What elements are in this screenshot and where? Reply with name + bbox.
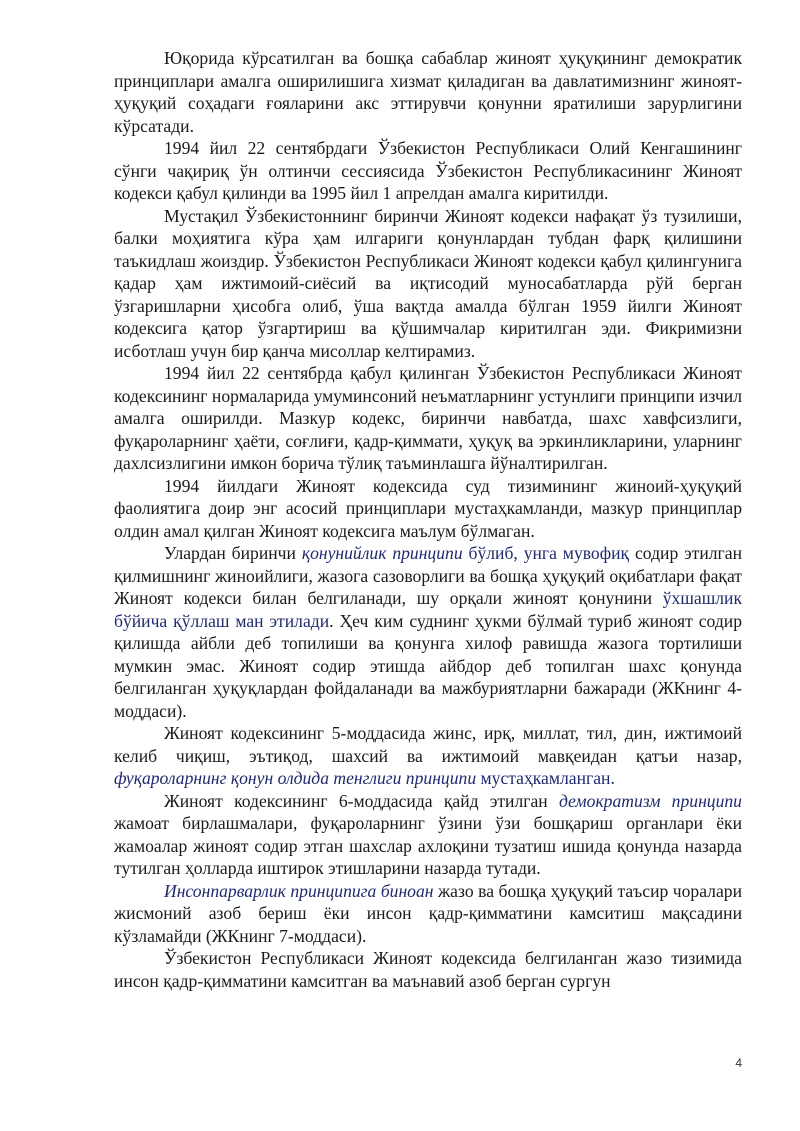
emphasis-equality-principle: фуқароларнинг қонун олдида тенглиги принципи: [114, 768, 477, 788]
highlight-analogy-ban: ўхшашлик бўйича қўллаш ман этилади: [114, 588, 742, 631]
paragraph-4: 1994 йил 22 сентябрда қабул қилинган Ўзбекистон Республикаси Жиноят кодексининг нормаларида умуминсоний неъматларнинг устунлиги принципи изчил амалга оширилди. Мазкур кодекс, биринчи навбатда, шахс хавфсизлиги, фуқароларнинг ҳаёти, соғлиғи, қадр-қиммати, ҳуқуқ ва эркинликларини, уларнинг дахлсизлигини имкон борича тўлиқ таъминлашга йўналтирилган.: [114, 363, 742, 473]
highlight-equality-end: мустаҳкамланган.: [476, 768, 615, 788]
paragraph-8-text-end: жамоат бирлашмалари, фуқароларнинг ўзини ўзи бошқариш органлари ёки жамоалар жиноят содир этган шахслар ахлоқини тузатиш ишида қонунда назарда тутилган ҳолларда иштирок этишларини назарда тутади.: [114, 813, 742, 878]
paragraph-7-text-start: Жиноят кодексининг 5-моддасида жинс, ирқ, миллат, тил, дин, ижтимоий келиб чиқиш, эътиқод, шахсий ва ижтимоий мавқеидан қатъи назар,: [114, 723, 742, 766]
paragraph-6-text-start: Улардан биринчи: [164, 543, 302, 563]
paragraph-2: 1994 йил 22 сентябрдаги Ўзбекистон Республикаси Олий Кенгашининг сўнги чақириқ ўн олтинчи сессиясида Ўзбекистон Республикасининг Жиноят кодекси қабул қилинди ва 1995 йил 1 апрелдан амалга киритилди.: [114, 138, 742, 203]
paragraph-7: [114, 722, 742, 790]
paragraph-6-text-middle: содир этилган қилмишнинг жиноийлиги, жазога сазоворлиги ва бошқа ҳуқуқий оқибатлари фақат Жиноят кодекси билан белгиланади, шу орқали жиноят қонунини: [114, 543, 743, 608]
page-number: 4: [735, 1056, 742, 1070]
paragraph-8: [114, 790, 742, 880]
paragraph-3: Мустақил Ўзбекистоннинг биринчи Жиноят кодекси нафақат ўз тузилиши, балки моҳиятига кўра ҳам илгариги қонунлардан тубдан фарқ қилишини таъкидлаш жоиздир. Ўзбекистон Республикаси Жиноят кодекси қабул қилингунига қадар ҳам ижтимоий-сиёсий ва иқтисодий муносабатларда рўй берган ўзгаришларни ҳисобга олиб, ўша вақтда амалда бўлган 1959 йилги Жиноят кодексига қатор ўзгартириш ва қўшимчалар киритилган эди. Фикримизни исботлаш учун бир қанча мисоллар келтирамиз.: [114, 205, 742, 361]
paragraph-9-text-end: жазо ва бошқа ҳуқуқий таъсир чоралари жисмоний азоб бериш ёки инсон қадр-қимматини камситиш мақсадини кўзламайди (ЖКнинг 7-моддаси).: [114, 880, 742, 946]
paragraph-5: 1994 йилдаги Жиноят кодексида суд тизимининг жиноий-ҳуқуқий фаолиятига доир энг асосий принциплари мустаҳкамланди, мазкур принциплар олдин амал қилган Жиноят кодексига маълум бўлмаган.: [114, 475, 742, 541]
paragraph-10: Ўзбекистон Республикаси Жиноят кодексида белгиланган жазо тизимида инсон қадр-қимматини камситган ва маънавий азоб берган сургун: [114, 948, 742, 991]
paragraph-1: Юқорида кўрсатилган ва бошқа сабаблар жиноят ҳуқуқининг демократик принциплари амалга оширилишига хизмат қиладиган ва давлатимизнинг жиноят-ҳуқуқий соҳадаги ғояларини акс эттирувчи қонунни яратилиши зарурлигини кўрсатади.: [114, 48, 742, 136]
paragraph-9: [114, 880, 742, 948]
paragraph-6: [114, 542, 742, 722]
highlight-legality-continuation: бўлиб, унга мувофиқ: [462, 543, 630, 563]
emphasis-legality-principle: қонунийлик принципи: [301, 543, 463, 563]
paragraph-8-text-start: Жиноят кодексининг 6-моддасида қайд этилган: [164, 790, 559, 811]
emphasis-humanism-principle: Инсонпарварлик принципига биноан: [164, 880, 434, 901]
paragraph-6-text-end: . Ҳеч ким суднинг ҳукми бўлмай туриб жиноят содир қилишда айбли деб топилиши ва қонунга хилоф равишда жазога тортилиши мумкин эмас. Жиноят содир этишда айбдор деб топилган шахс қонунда белгиланган ҳуқуқлардан фойдаланади ва мажбуриятларни бажаради (ЖКнинг 4-моддаси).: [114, 610, 742, 721]
emphasis-democracy-principle: демократизм принципи: [558, 790, 742, 811]
